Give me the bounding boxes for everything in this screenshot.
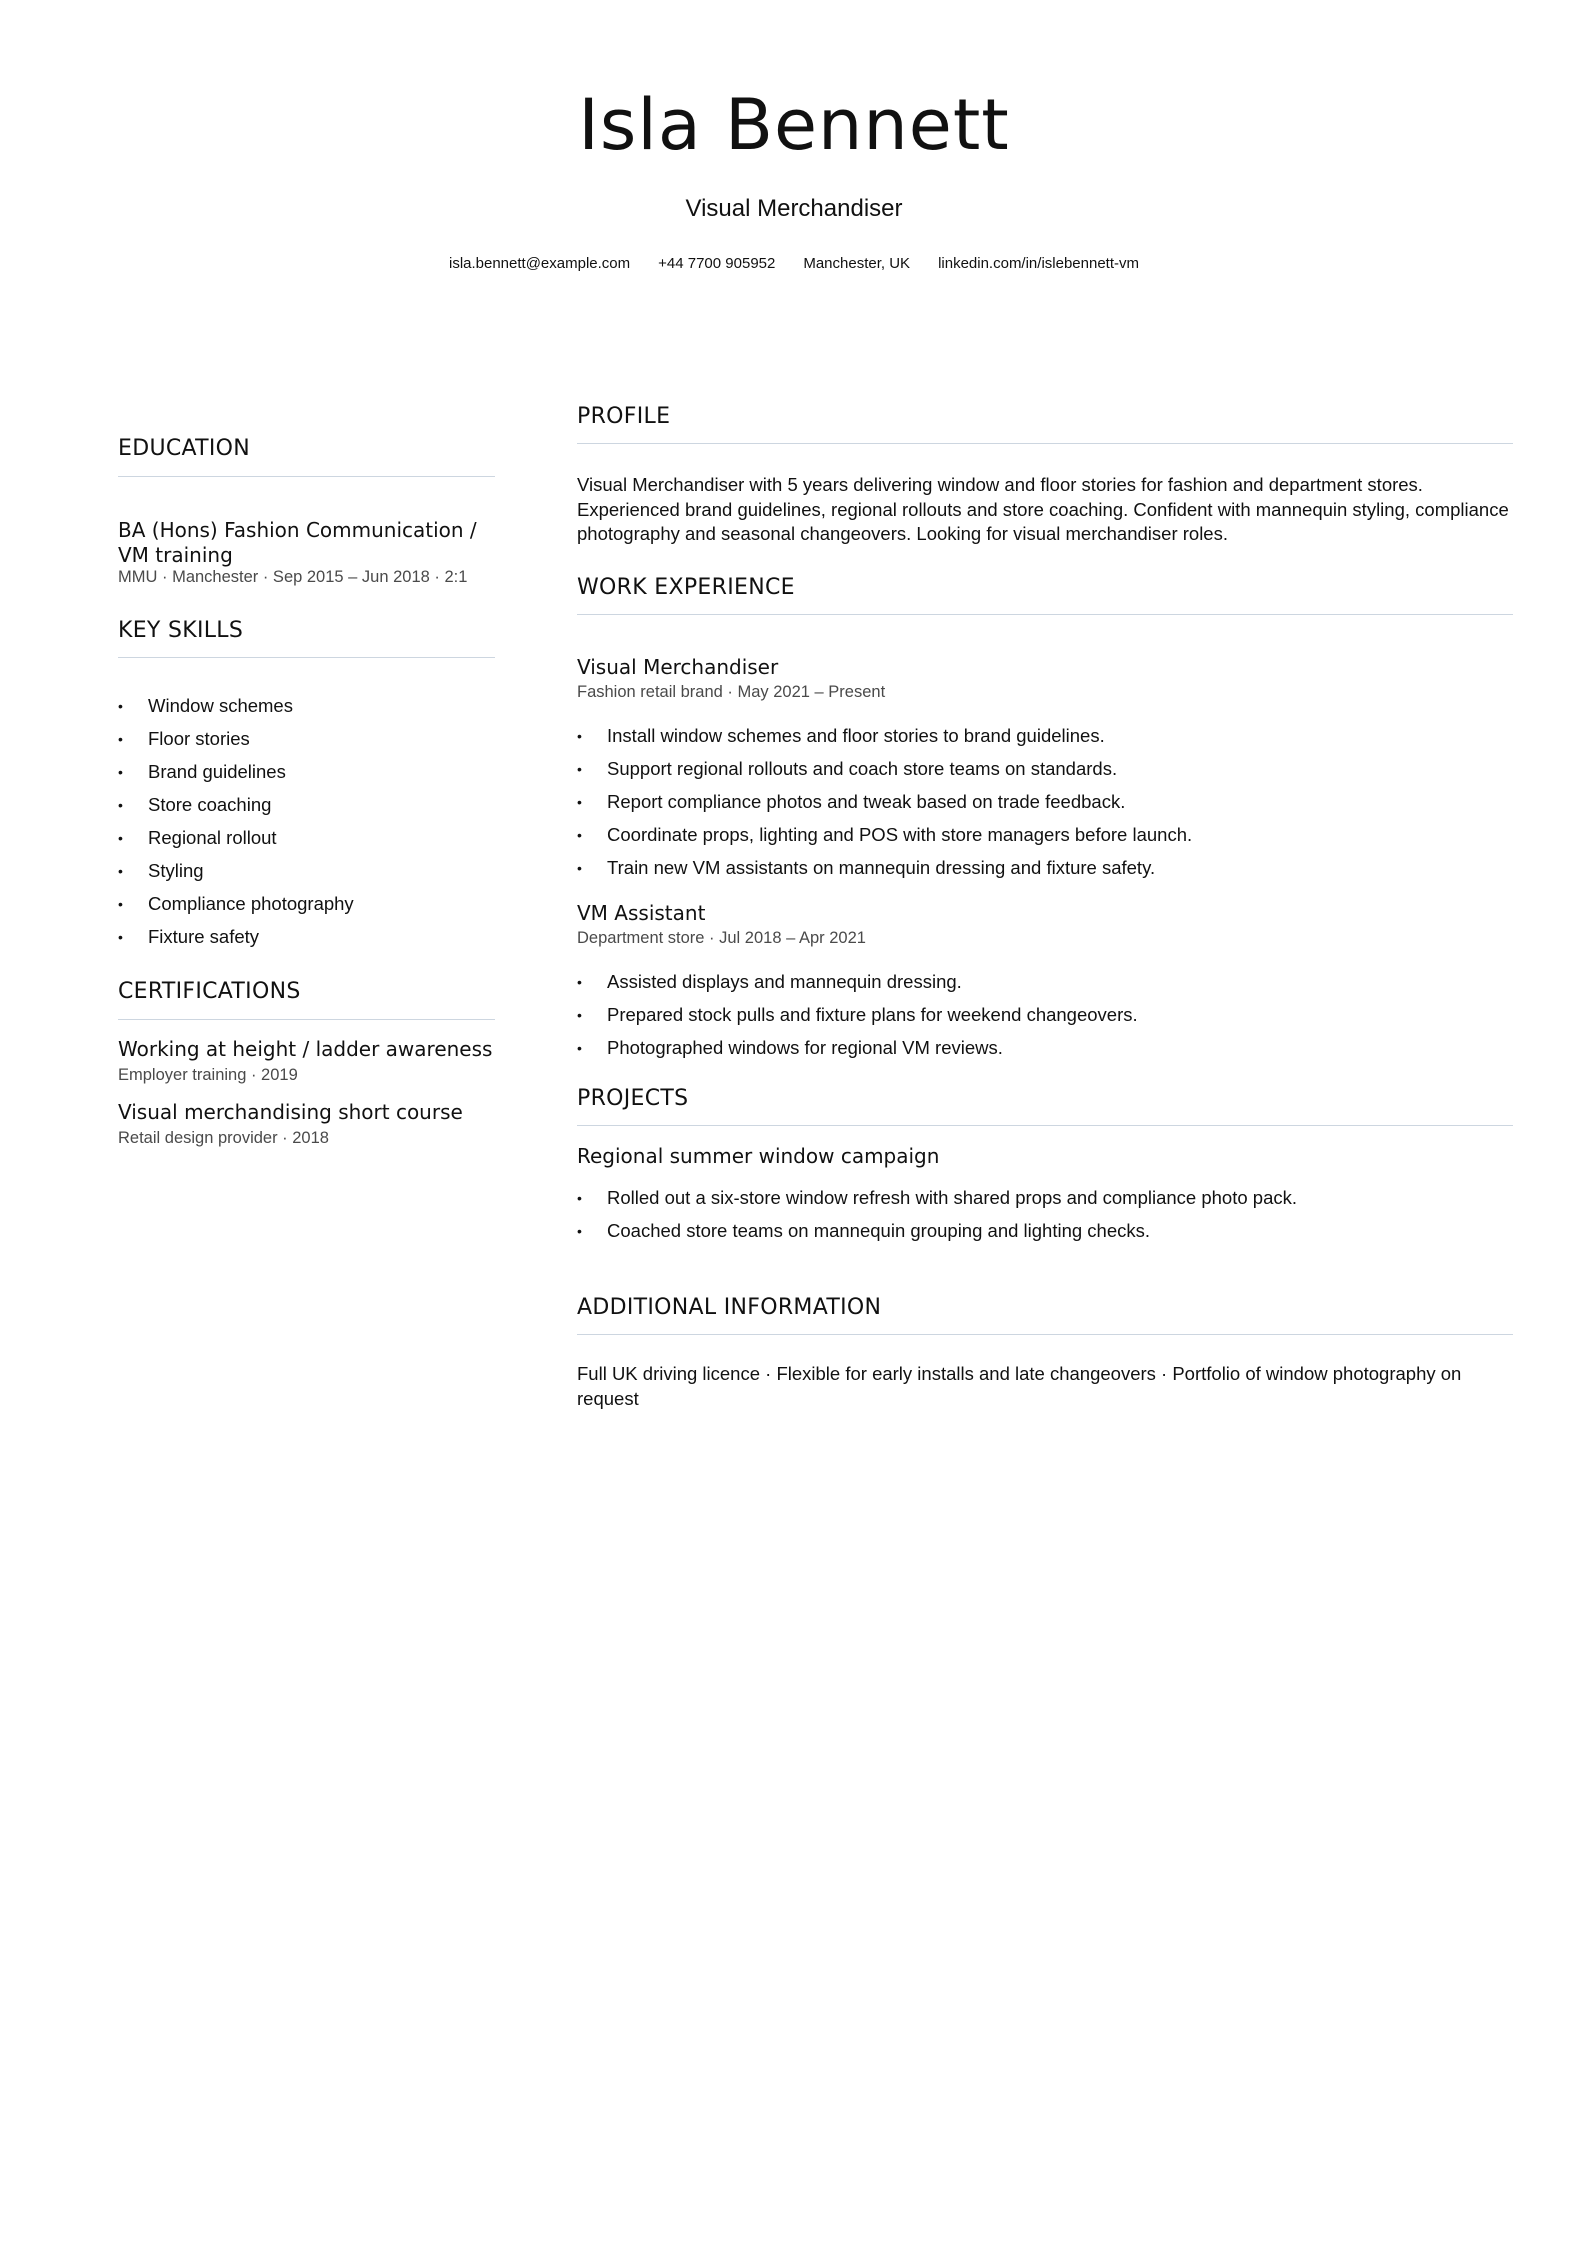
skill-item: • Styling bbox=[118, 862, 495, 895]
contact-line bbox=[0, 256, 1588, 271]
skills-list bbox=[118, 697, 495, 961]
certification-meta: Retail design provider · 2018 bbox=[118, 1129, 329, 1147]
job-bullet: • Prepared stock pulls and fixture plans for weekend changeovers. bbox=[577, 1006, 1513, 1039]
certification-meta: Employer training · 2019 bbox=[118, 1066, 298, 1084]
project-bullets bbox=[577, 1189, 1513, 1255]
job-bullet: • Photographed windows for regional VM reviews. bbox=[577, 1039, 1513, 1072]
project-bullet: • Rolled out a six-store window refresh with shared props and compliance photo pack. bbox=[577, 1189, 1513, 1222]
skill-item: • Compliance photography bbox=[118, 895, 495, 928]
contact-email[interactable]: isla.bennett@example.com bbox=[448, 255, 631, 272]
skill-item: • Brand guidelines bbox=[118, 763, 495, 796]
contact-linkedin[interactable]: linkedin.com/in/islebennett-vm bbox=[938, 255, 1139, 272]
skill-item: • Floor stories bbox=[118, 730, 495, 763]
section-divider bbox=[118, 657, 495, 658]
section-divider bbox=[577, 1125, 1513, 1126]
section-divider bbox=[577, 1334, 1513, 1335]
profile-summary: Visual Merchandiser with 5 years delivering window and floor stories for fashion and department stores. Experienced brand guidelines, regional rollouts and store coaching. Confident with mannequin styling, compliance photography and seasonal changeovers. Looking for visual merchandiser roles. bbox=[577, 474, 1509, 544]
job-bullet: • Install window schemes and floor stories to brand guidelines. bbox=[577, 727, 1513, 760]
job-bullet: • Coordinate props, lighting and POS with store managers before launch. bbox=[577, 826, 1513, 859]
candidate-name: Isla Bennett bbox=[578, 84, 1010, 166]
experience-heading: WORK EXPERIENCE bbox=[577, 575, 795, 600]
additional-text: Full UK driving licence · Flexible for early installs and late changeovers · Portfolio of window photography on request bbox=[577, 1363, 1462, 1409]
project-title: Regional summer window campaign bbox=[577, 1144, 940, 1168]
skill-item: • Fixture safety bbox=[118, 928, 495, 961]
job-bullets bbox=[577, 973, 1513, 1072]
education-meta: MMU · Manchester · Sep 2015 – Jun 2018 · 2:1 bbox=[118, 568, 468, 586]
certification-title: Working at height / ladder awareness bbox=[118, 1037, 493, 1061]
certifications-heading: CERTIFICATIONS bbox=[118, 979, 301, 1004]
job-bullet: • Support regional rollouts and coach store teams on standards. bbox=[577, 760, 1513, 793]
candidate-role: Visual Merchandiser bbox=[685, 195, 903, 222]
job-bullet: • Train new VM assistants on mannequin dressing and fixture safety. bbox=[577, 859, 1513, 892]
profile-heading: PROFILE bbox=[577, 404, 671, 429]
skill-item: • Window schemes bbox=[118, 697, 495, 730]
job-meta: Department store · Jul 2018 – Apr 2021 bbox=[577, 929, 866, 947]
education-title: BA (Hons) Fashion Communication / VM training bbox=[118, 518, 477, 567]
job-bullets bbox=[577, 727, 1513, 892]
skill-item: • Store coaching bbox=[118, 796, 495, 829]
skill-item: • Regional rollout bbox=[118, 829, 495, 862]
contact-phone: +44 7700 905952 bbox=[658, 255, 776, 272]
skills-heading: KEY SKILLS bbox=[118, 618, 244, 643]
section-divider bbox=[118, 1019, 495, 1020]
job-title: Visual Merchandiser bbox=[577, 655, 779, 679]
additional-heading: ADDITIONAL INFORMATION bbox=[577, 1295, 882, 1320]
job-bullet: • Assisted displays and mannequin dressing. bbox=[577, 973, 1513, 1006]
projects-heading: PROJECTS bbox=[577, 1086, 689, 1111]
section-divider bbox=[577, 443, 1513, 444]
job-meta: Fashion retail brand · May 2021 – Present bbox=[577, 683, 886, 701]
certification-title: Visual merchandising short course bbox=[118, 1100, 463, 1124]
job-title: VM Assistant bbox=[577, 901, 706, 925]
contact-location: Manchester, UK bbox=[803, 255, 911, 272]
education-heading: EDUCATION bbox=[118, 436, 251, 461]
project-bullet: • Coached store teams on mannequin grouping and lighting checks. bbox=[577, 1222, 1513, 1255]
section-divider bbox=[577, 614, 1513, 615]
job-bullet: • Report compliance photos and tweak based on trade feedback. bbox=[577, 793, 1513, 826]
section-divider bbox=[118, 476, 495, 477]
